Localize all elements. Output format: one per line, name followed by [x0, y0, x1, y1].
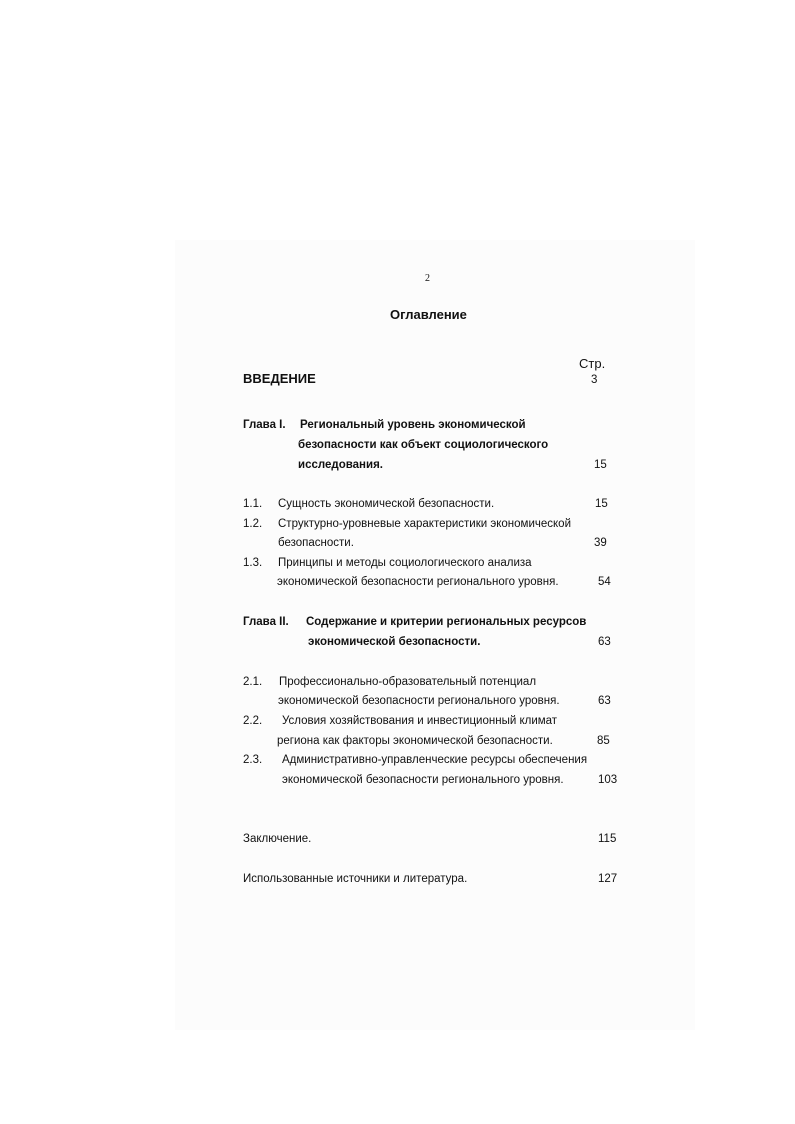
chapter2-title-line1: Содержание и критерии региональных ресурсов	[306, 616, 587, 628]
chapter2-prefix: Глава II.	[243, 616, 289, 628]
toc-entry-conclusion: Заключение.	[243, 833, 312, 845]
section-2-1-number: 2.1.	[243, 676, 263, 688]
chapter1-title-line3: исследования.	[298, 459, 383, 471]
toc-entry-intro: ВВЕДЕНИЕ	[243, 371, 316, 386]
section-2-1-title-line2: экономической безопасности регионального уровня.	[278, 695, 560, 707]
section-1-1-number: 1.1.	[243, 498, 263, 510]
section-2-1-title-line1: Профессионально-образовательный потенциал	[279, 676, 537, 688]
section-1-2-page: 39	[594, 537, 607, 549]
toc-entry-references: Использованные источники и литература.	[243, 873, 468, 885]
page-number: 2	[425, 273, 430, 284]
toc-page-intro: 3	[591, 374, 598, 386]
conclusion-page: 115	[598, 833, 617, 845]
section-2-3-page: 103	[598, 774, 618, 786]
chapter2-page: 63	[598, 636, 611, 648]
section-1-3-page: 54	[598, 576, 611, 588]
toc-title: Оглавление	[390, 307, 467, 322]
section-2-3-title-line1: Административно-управленческие ресурсы обеспечения	[282, 754, 588, 766]
section-2-2-number: 2.2.	[243, 715, 263, 727]
section-2-3-number: 2.3.	[243, 754, 263, 766]
chapter2-title-line2: экономической безопасности.	[308, 636, 481, 648]
section-1-3-number: 1.3.	[243, 557, 263, 569]
references-page: 127	[598, 873, 618, 885]
section-2-2-title-line1: Условия хозяйствования и инвестиционный климат	[282, 715, 558, 727]
section-1-1-page: 15	[595, 498, 608, 510]
chapter1-title-line1: Региональный уровень экономической	[300, 419, 526, 431]
section-2-2-title-line2: региона как факторы экономической безопасности.	[277, 735, 553, 747]
section-1-2-number: 1.2.	[243, 518, 263, 530]
chapter1-title-line2: безопасности как объект социологического	[298, 439, 549, 451]
page-column-label: Стр.	[579, 356, 606, 371]
section-2-1-page: 63	[598, 695, 611, 707]
section-1-3-title-line2: экономической безопасности регионального уровня.	[277, 576, 559, 588]
section-1-2-title-line1: Структурно-уровневые характеристики экономической	[278, 518, 572, 530]
section-1-3-title-line1: Принципы и методы социологического анализа	[278, 557, 532, 569]
section-1-2-title-line2: безопасности.	[278, 537, 354, 549]
chapter1-page: 15	[594, 459, 607, 471]
section-1-1-title: Сущность экономической безопасности.	[278, 498, 495, 510]
chapter1-prefix: Глава I.	[243, 419, 286, 431]
section-2-3-title-line2: экономической безопасности регионального уровня.	[282, 774, 564, 786]
section-2-2-page: 85	[597, 735, 610, 747]
